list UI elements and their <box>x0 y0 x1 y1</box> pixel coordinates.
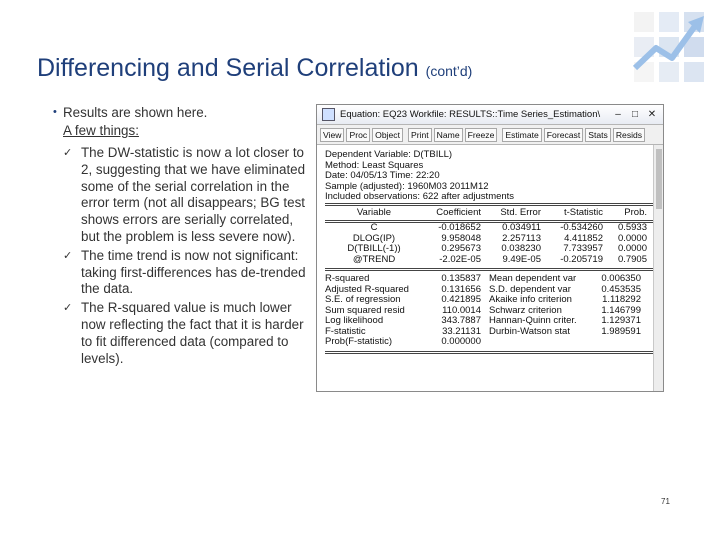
cell: -0.534260 <box>560 222 603 233</box>
cell: Adjusted R-squared <box>325 283 409 295</box>
chart-logo-icon <box>632 12 706 84</box>
toolbar-stats-button[interactable]: Stats <box>585 128 611 142</box>
cell <box>481 337 591 348</box>
cell: 1.146799 <box>601 304 641 316</box>
toolbar-print-button[interactable]: Print <box>408 128 432 142</box>
separator <box>325 205 655 206</box>
table-row <box>325 244 655 255</box>
meta-date: Date: 04/05/13 Time: 22:20 <box>325 170 440 181</box>
slide-body <box>53 104 313 369</box>
cell: -2.02E-05 <box>439 253 481 265</box>
cell: 110.0014 <box>442 304 481 316</box>
cell: 0.0000 <box>617 243 647 254</box>
check-item <box>53 145 313 246</box>
table-row <box>325 337 655 348</box>
cell: 0.421895 <box>441 294 481 305</box>
header-t-statistic: t-Statistic <box>563 206 603 218</box>
cell: 343.7887 <box>441 315 481 326</box>
cell: D(TBILL(-1)) <box>347 243 401 254</box>
cell: Hannan-Quinn criter. <box>489 315 577 326</box>
toolbar-object-button[interactable]: Object <box>372 128 403 142</box>
cell: Mean dependent var <box>489 273 577 284</box>
eviews-output <box>317 145 663 391</box>
header-variable: Variable <box>356 206 392 218</box>
separator <box>325 220 655 221</box>
table-row <box>325 316 655 327</box>
cell: Durbin-Watson stat <box>489 325 570 337</box>
cell: 7.733957 <box>563 243 603 254</box>
check-list <box>53 145 313 367</box>
slide-title-suffix: (cont’d) <box>425 63 473 79</box>
meta-sample: Sample (adjusted): 1960M03 2011M12 <box>325 180 489 192</box>
cell: 0.038230 <box>501 243 541 254</box>
meta-observations: Included observations: 622 after adjustments <box>325 191 515 202</box>
window-title: Equation: EQ23 Workfile: RESULTS::Time Series_Estimation\ <box>340 109 601 120</box>
cell: R-squared <box>325 273 370 284</box>
cell: 0.034911 <box>502 222 541 233</box>
checkmark-icon: ✓ <box>63 147 73 159</box>
toolbar-forecast-button[interactable]: Forecast <box>544 128 583 142</box>
toolbar-view-button[interactable]: View <box>320 128 344 142</box>
cell: 0.453535 <box>601 283 641 295</box>
toolbar-resids-button[interactable]: Resids <box>613 128 645 142</box>
cell: DLOG(IP) <box>352 232 396 244</box>
cell: Akaike info criterion <box>489 294 572 305</box>
table-row <box>325 255 655 266</box>
maximize-icon[interactable]: □ <box>631 109 639 120</box>
cell: 1.989591 <box>601 325 641 337</box>
checkmark-icon: ✓ <box>63 249 73 262</box>
separator <box>325 203 655 204</box>
separator <box>325 353 655 354</box>
cell: 0.7905 <box>617 253 647 265</box>
toolbar-proc-button[interactable]: Proc <box>346 128 370 142</box>
cell: 4.411852 <box>564 232 603 244</box>
check-item <box>53 248 313 298</box>
header-coefficient: Coefficient <box>436 206 481 218</box>
check-item-text: The R-squared value is much lower now reflecting the fact that it is harder to fit differenced data (compared to levels). <box>81 300 304 366</box>
cell: -0.205719 <box>560 253 603 265</box>
cell: 0.131656 <box>441 283 481 295</box>
cell: 1.118292 <box>602 294 641 305</box>
cell: 0.006350 <box>601 273 641 284</box>
cell: 0.135837 <box>441 273 481 284</box>
bullet-dot-icon: • <box>53 106 57 118</box>
meta-dependent-variable: Dependent Variable: D(TBILL) <box>325 149 453 160</box>
table-row <box>325 274 655 285</box>
toolbar-name-button[interactable]: Name <box>434 128 463 142</box>
page-number: 71 <box>661 497 670 506</box>
subheading: A few things: <box>63 123 139 138</box>
eviews-equation-window <box>316 104 664 392</box>
cell: Log likelihood <box>325 315 384 326</box>
cell: Prob(F-statistic) <box>325 336 393 347</box>
minimize-icon[interactable]: – <box>615 109 621 120</box>
slide-title <box>37 54 472 83</box>
bullet-text: Results are shown here. <box>63 105 208 120</box>
cell: 1.129371 <box>601 315 641 326</box>
cell: 0.0000 <box>617 232 647 244</box>
cell: F-statistic <box>325 325 366 337</box>
cell: C <box>370 222 378 233</box>
header-std-error: Std. Error <box>500 206 541 218</box>
cell: S.D. dependent var <box>489 283 571 295</box>
meta-method: Method: Least Squares <box>325 159 424 171</box>
separator <box>325 351 655 352</box>
cell: 0.000000 <box>441 336 481 347</box>
regression-output <box>325 150 655 354</box>
cell: 9.49E-05 <box>502 253 541 265</box>
cell: 2.257113 <box>502 232 541 244</box>
check-item <box>53 300 313 367</box>
check-item-text: The DW-statistic is now a lot closer to 2, suggesting that we have eliminated some of the serial correlation in the error term (not all disappears; BG test shows errors are serially correlated, but the problem is less severe now). <box>81 145 306 244</box>
eviews-toolbar <box>317 125 663 145</box>
cell: Schwarz criterion <box>489 304 562 316</box>
cell: -0.018652 <box>438 222 481 233</box>
checkmark-icon: ✓ <box>63 302 73 315</box>
cell: 33.21131 <box>442 325 481 337</box>
header-prob: Prob. <box>624 206 647 218</box>
cell: @TREND <box>352 253 396 265</box>
window-icon <box>322 108 335 121</box>
scrollbar-thumb[interactable] <box>656 149 662 209</box>
separator <box>325 270 655 271</box>
window-titlebar[interactable] <box>317 105 663 125</box>
cell: Sum squared resid <box>325 304 405 316</box>
cell: 0.295673 <box>441 243 481 254</box>
table-row <box>325 295 655 306</box>
toolbar-estimate-button[interactable]: Estimate <box>502 128 541 142</box>
table-row <box>325 223 655 234</box>
close-icon[interactable]: ✕ <box>647 109 657 120</box>
main-bullet <box>53 104 313 121</box>
cell <box>591 337 641 348</box>
slide-title-main: Differencing and Serial Correlation <box>37 54 419 82</box>
toolbar-freeze-button[interactable]: Freeze <box>465 128 498 142</box>
cell: 0.5933 <box>617 222 647 233</box>
coefficient-header-row <box>325 208 655 219</box>
summary-statistics <box>325 274 655 348</box>
cell: 9.958048 <box>441 232 481 244</box>
check-item-text: The time trend is now not significant: taking first-differences has de-trended the data. <box>81 247 306 297</box>
cell: S.E. of regression <box>325 294 401 305</box>
vertical-scrollbar[interactable] <box>653 145 663 391</box>
separator <box>325 268 655 269</box>
